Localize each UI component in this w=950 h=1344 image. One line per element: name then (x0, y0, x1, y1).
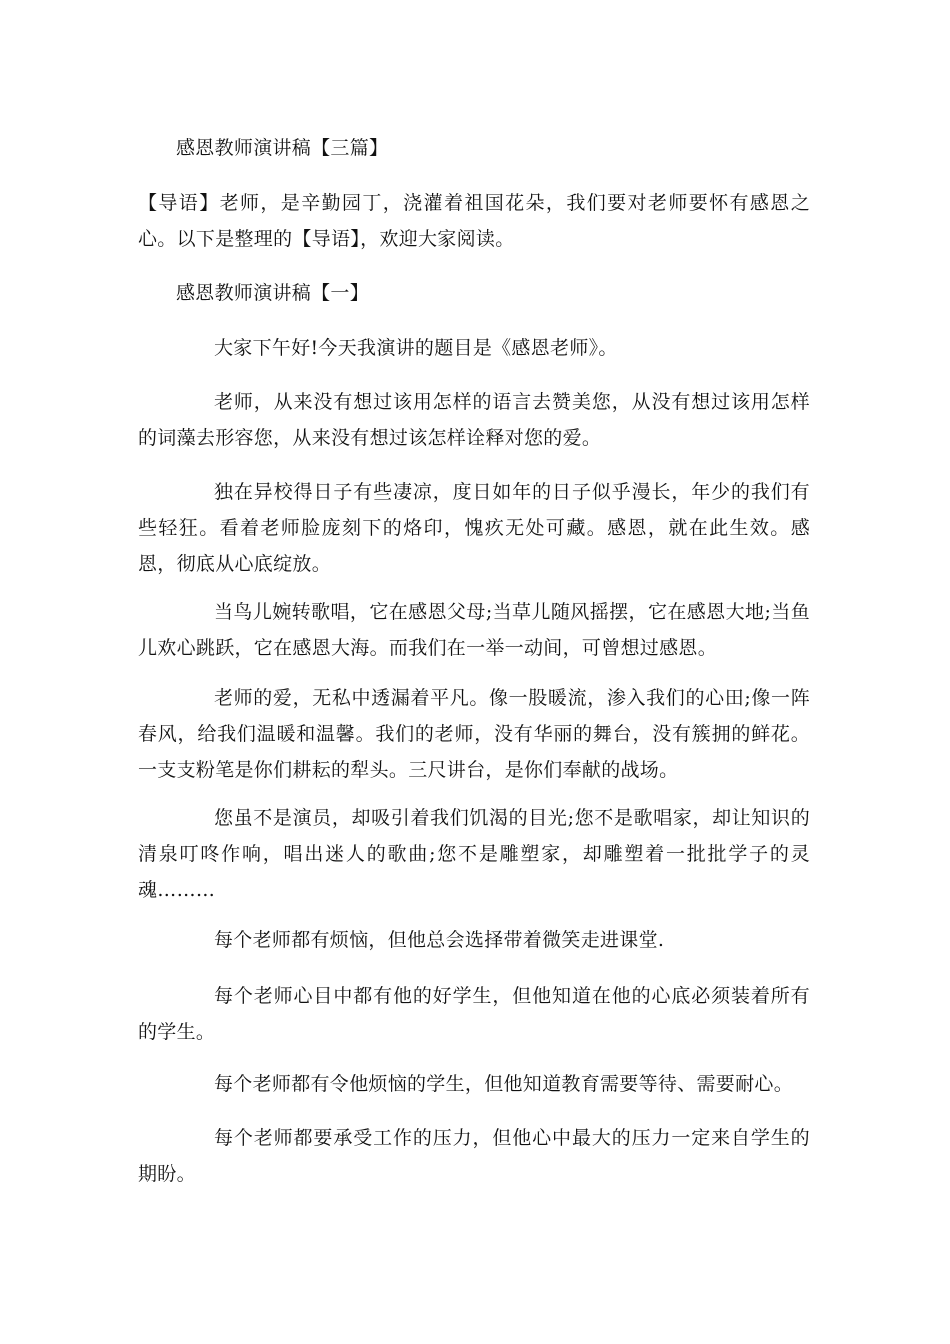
paragraph: 每个老师都有令他烦恼的学生，但他知道教育需要等待、需要耐心。 (214, 1073, 794, 1095)
paragraph: 每个老师都要承受工作的压力，但他心中最大的压力一定来自学生的期盼。 (138, 1127, 810, 1185)
paragraph: 您虽不是演员，却吸引着我们饥渴的目光;您不是歌唱家，却让知识的清泉叮咚作响，唱出迷人的歌曲;您不是雕塑家，却雕塑着一批批学子的灵魂……… (138, 807, 810, 901)
section-heading: 感恩教师演讲稿【一】 (176, 282, 370, 304)
document-title: 感恩教师演讲稿【三篇】 (176, 137, 389, 159)
paragraph: 老师的爱，无私中透漏着平凡。像一股暖流，渗入我们的心田;像一阵春风，给我们温暖和温馨。我们的老师，没有华丽的舞台，没有簇拥的鲜花。一支支粉笔是你们耕耘的犁头。三尺讲台，是你们奉献的战场。 (138, 687, 810, 781)
paragraph: 当鸟儿婉转歌唱，它在感恩父母;当草儿随风摇摆，它在感恩大地;当鱼儿欢心跳跃，它在感恩大海。而我们在一举一动间，可曾想过感恩。 (138, 601, 810, 659)
paragraph: 每个老师心目中都有他的好学生，但他知道在他的心底必须装着所有的学生。 (138, 985, 810, 1043)
paragraph: 老师，从来没有想过该用怎样的语言去赞美您，从没有想过该用怎样的词藻去形容您，从来没有想过该怎样诠释对您的爱。 (138, 391, 810, 449)
paragraph: 独在异校得日子有些凄凉，度日如年的日子似乎漫长，年少的我们有些轻狂。看着老师脸庞刻下的烙印，愧疚无处可藏。感恩，就在此生效。感恩，彻底从心底绽放。 (138, 481, 810, 575)
paragraph: 大家下午好!今天我演讲的题目是《感恩老师》。 (214, 337, 618, 359)
intro-paragraph: 【导语】老师，是辛勤园丁，浇灌着祖国花朵，我们要对老师要怀有感恩之心。以下是整理的【导语】，欢迎大家阅读。 (138, 192, 810, 250)
paragraph: 每个老师都有烦恼，但他总会选择带着微笑走进课堂. (214, 929, 665, 951)
